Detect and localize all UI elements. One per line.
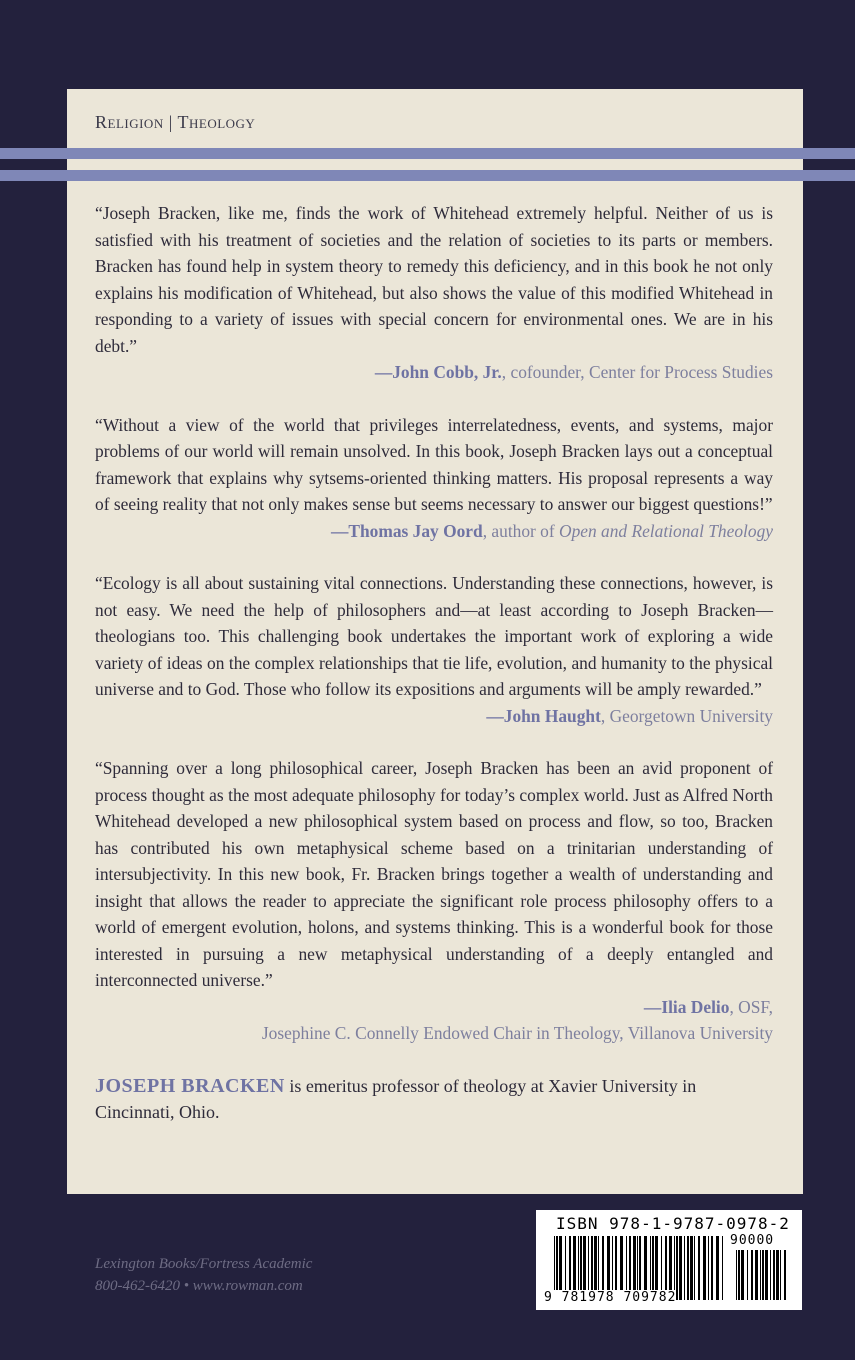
endorsement-attribution	[95, 703, 773, 730]
barcode-bar	[747, 1250, 748, 1300]
endorsement-oord	[95, 412, 773, 545]
barcode-bar	[711, 1236, 713, 1300]
category-label: Religion | Theology	[95, 112, 256, 132]
barcode-bar	[716, 1236, 719, 1300]
endorser-role: , cofounder, Center for Process Studies	[501, 362, 773, 382]
endorser-name: —John Haught	[486, 705, 601, 726]
barcode-bar	[684, 1236, 685, 1300]
isbn-text: ISBN 978-1-9787-0978-2	[556, 1214, 790, 1233]
barcode-addon-number: 90000	[730, 1233, 775, 1248]
barcode-bar	[773, 1250, 775, 1300]
endorsement-quote: “Without a view of the world that privileges interrelatedness, events, and systems, major problems of our world will remain unsolved. In this book, Joseph Bracken lays out a conceptual framework that explains why sytsems-oriented thinking matters. His proposal represents a way of seeing reality that not only makes sense but seems necessary to answer our biggest questions!”	[95, 414, 773, 514]
barcode-bar	[679, 1236, 682, 1300]
barcode-bar	[765, 1250, 768, 1300]
barcode-bar	[708, 1236, 709, 1300]
barcode-bar	[770, 1250, 771, 1300]
endorsement-attribution	[95, 518, 773, 545]
endorsement-cobb	[95, 200, 773, 386]
barcode-bar	[760, 1250, 761, 1300]
endorser-name: —John Cobb, Jr.	[374, 362, 502, 382]
barcode-bar	[784, 1250, 786, 1300]
endorser-role: , author of	[482, 520, 560, 541]
endorser-role: , Georgetown University	[600, 705, 773, 726]
publisher-contact: 800-462-6420 • www.rowman.com	[95, 1278, 303, 1294]
barcode-digits: 9 781978 709782	[544, 1290, 677, 1305]
barcode-bar	[751, 1250, 753, 1300]
barcode-bar	[687, 1236, 689, 1300]
barcode-bar	[722, 1236, 723, 1300]
barcode-bar	[776, 1250, 779, 1300]
barcode	[536, 1210, 802, 1310]
endorsement-attribution	[95, 359, 773, 386]
barcode-bar	[698, 1236, 700, 1300]
endorsement-haught	[95, 570, 773, 729]
endorsement-delio	[95, 755, 773, 1047]
barcode-bar	[703, 1236, 706, 1300]
endorser-name: —Ilia Delio	[643, 996, 730, 1017]
publisher-name: Lexington Books/Fortress Academic	[95, 1256, 313, 1272]
barcode-bar	[738, 1250, 740, 1300]
author-name: JOSEPH BRACKEN	[95, 1074, 285, 1097]
endorser-name: —Thomas Jay Oord	[331, 520, 483, 541]
barcode-bar	[755, 1250, 758, 1300]
endorsement-attribution	[95, 994, 773, 1021]
barcode-bar	[741, 1250, 744, 1300]
barcode-bar	[694, 1236, 695, 1300]
endorsement-quote: “Joseph Bracken, like me, finds the work of Whitehead extremely helpful. Neither of us is satisfied with his treatment of societies and the relation of societies to its parts or members. Bracken has found help in system theory to remedy this deficiency, and in this book he not only explains his modification of Whitehead, but also shows the value of this modified Whitehead in responding to a variety of issues with special concern for environmental ones. We are in his debt.”	[95, 203, 773, 356]
barcode-bar	[762, 1250, 764, 1300]
decorative-stripe-top	[0, 148, 855, 159]
barcode-bars-addon	[734, 1250, 790, 1300]
endorser-role: , OSF,	[729, 996, 773, 1017]
author-bio-text: is emeritus professor of theology at Xavier University in Cincinnati, Ohio.	[95, 1075, 697, 1122]
barcode-bar	[780, 1250, 781, 1300]
publisher-info	[95, 1253, 312, 1297]
endorser-title: Josephine C. Connelly Endowed Chair in Theology, Villanova University	[261, 1023, 773, 1043]
barcode-bar	[690, 1236, 693, 1300]
endorsements	[95, 200, 773, 1125]
barcode-bar	[736, 1250, 737, 1300]
endorser-work-title: Open and Relational Theology	[559, 520, 773, 541]
author-bio	[95, 1073, 773, 1125]
endorsement-quote: “Ecology is all about sustaining vital connections. Understanding these connections, however, is not easy. We need the help of philosophers and—at least according to Joseph Bracken—theologians too. This challenging book undertakes the important work of exploring a wide variety of ideas on the complex relationships that tie life, evolution, and humanity to the physical universe and to God. Those who follow its expositions and arguments will be amply rewarded.”	[95, 573, 773, 699]
decorative-stripe-bottom	[0, 170, 855, 181]
endorsement-quote: “Spanning over a long philosophical career, Joseph Bracken has been an avid proponent of process thought as the most adequate philosophy for today’s complex world. Just as Alfred North Whitehead developed a new philosophical system based on process and flow, so too, Bracken has contributed his own metaphysical scheme based on a trinitarian understanding of intersubjectivity. In this new book, Fr. Bracken brings together a wealth of understanding and insight that allows the reader to appreciate the significant role process philosophy offers to a world of emergent evolution, holons, and systems thinking. This is a wonderful book for those interested in pursuing a new metaphysical understanding of a deeply entangled and interconnected universe.”	[95, 758, 773, 990]
